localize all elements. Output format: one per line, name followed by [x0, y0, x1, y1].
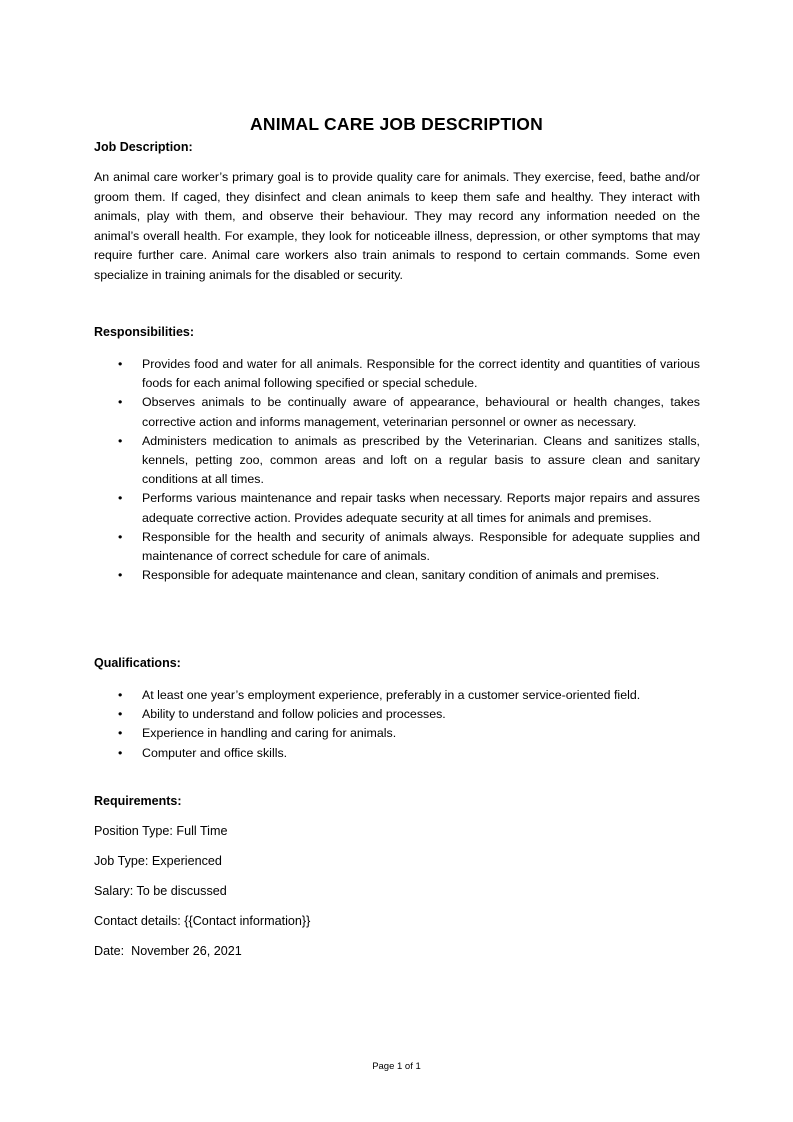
bullet-icon: •	[118, 568, 123, 583]
responsibilities-heading: Responsibilities:	[94, 325, 195, 339]
responsibility-item: • Observes animals to be continually aware of appearance, behavioural or health changes, takes corrective action and informs management, veterinarian personnel or owner as necessary.	[118, 395, 700, 429]
bullet-icon: •	[118, 395, 123, 410]
qualifications-list	[94, 686, 700, 763]
qualification-item: • Computer and office skills.	[94, 744, 700, 763]
salary: Salary: To be discussed	[94, 884, 227, 898]
job-type: Job Type: Experienced	[94, 854, 222, 868]
job-description-text: An animal care worker’s primary goal is to provide quality care for animals. They exercise, feed, bathe and/or groom them. If caged, they disinfect and clean animals to keep them safe and healthy. They interact with animals, play with them, and observe their behaviour. They may record any information needed on the animal’s overall health. For example, they look for noticeable illness, depression, or other symptoms that may require further care. Animal care workers also train animals to respond to certain commands. Some even specialize in training animals for the disabled or security.	[94, 170, 700, 282]
bullet-icon: •	[118, 357, 123, 371]
responsibility-item: • Provides food and water for all animals. Responsible for the correct identity and quantities of various foods for each animal following specified or special schedule.	[118, 357, 700, 391]
bullet-icon: •	[118, 707, 123, 722]
qualification-item: • Ability to understand and follow policies and processes.	[94, 705, 700, 724]
bullet-icon: •	[118, 433, 123, 448]
position-type: Position Type: Full Time	[94, 824, 228, 838]
bullet-icon: •	[118, 745, 123, 760]
bullet-icon: •	[118, 529, 123, 544]
page-number: Page 1 of 1	[372, 1061, 421, 1072]
bullet-icon: •	[118, 726, 123, 741]
contact-details: Contact details: {{Contact information}}	[94, 914, 311, 928]
responsibility-item: • Administers medication to animals as prescribed by the Veterinarian. Cleans and sanitizes stalls, kennels, petting zoo, common areas and loft on a regular basis to assure clean and sanitary conditions at all times.	[118, 433, 700, 487]
qualifications-heading: Qualifications:	[94, 656, 181, 670]
document-date: Date: November 26, 2021	[94, 944, 242, 958]
bullet-icon: •	[118, 688, 123, 702]
qualification-item: • At least one year’s employment experience, preferably in a customer service-oriented field.	[94, 686, 700, 705]
requirements-heading: Requirements:	[94, 794, 182, 808]
document-title: ANIMAL CARE JOB DESCRIPTION	[250, 114, 543, 134]
responsibilities-list	[94, 355, 700, 585]
job-description-heading: Job Description:	[94, 140, 193, 154]
responsibility-item: • Responsible for adequate maintenance and clean, sanitary condition of animals and premises.	[94, 566, 700, 585]
bullet-icon: •	[118, 491, 123, 506]
responsibility-item: • Responsible for the health and security of animals always. Responsible for adequate supplies and maintenance of correct schedule for care of animals.	[118, 529, 700, 564]
qualification-item: • Experience in handling and caring for animals.	[94, 724, 700, 743]
responsibility-item: • Performs various maintenance and repair tasks when necessary. Reports major repairs and assures adequate corrective action. Provides adequate security at all times for animals and premises.	[118, 491, 700, 525]
